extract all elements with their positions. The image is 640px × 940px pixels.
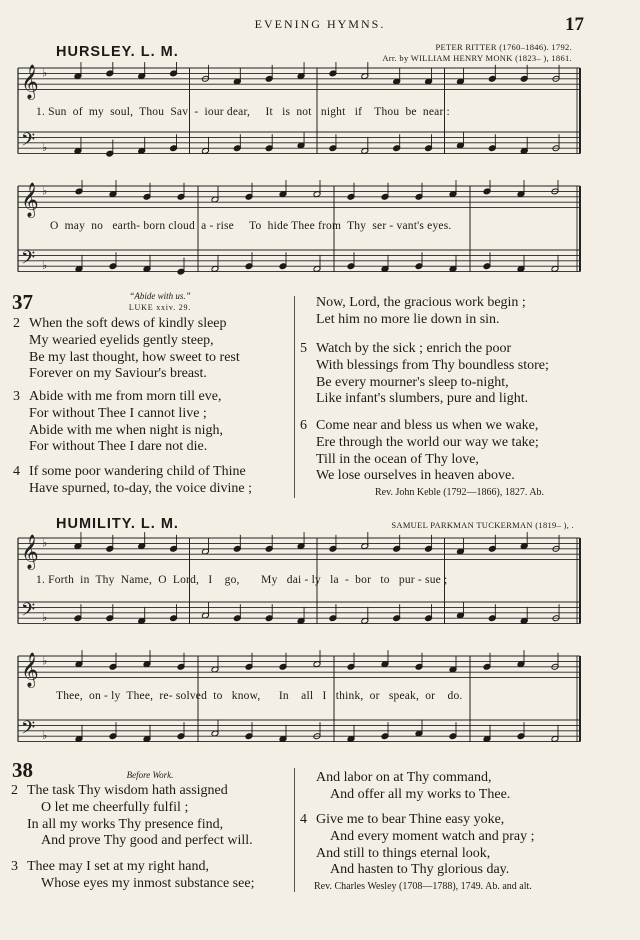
verse-line: Give me to bear Thine easy yoke, (316, 812, 505, 827)
verse-number: 3 (11, 859, 18, 874)
lyric-line: Thee, on - ly Thee, re- solved to know, In all I think, or speak, or do. (56, 690, 463, 702)
epigraph-text: “Abide with us.” (129, 291, 191, 301)
lyric-line: 1. Forth in Thy Name, O Lord, I go, My dai - ly la - bor to pur - sue ; (36, 574, 448, 586)
verse-number: 4 (300, 812, 307, 827)
verse-line: And labor on at Thy command, (316, 770, 492, 785)
bass-clef: 𝄢 (21, 130, 36, 156)
flat-sign: ♭ (42, 611, 48, 625)
staff-notation (14, 180, 582, 290)
verse-number: 3 (13, 389, 20, 404)
verse-line: And hasten to Thy glorious day. (330, 862, 510, 878)
verse-line: Come near and bless us when we wake, (316, 418, 539, 433)
scripture-reference: LUKE xxiv. 29. (128, 303, 192, 312)
flat-sign: ♭ (42, 141, 48, 155)
verse-4-continued (316, 295, 526, 329)
verse-3 (11, 859, 255, 893)
treble-clef: 𝄞 (21, 64, 39, 100)
verse-line: The task Thy wisdom hath assigned (27, 783, 228, 798)
tune-credit-hursley (382, 42, 572, 64)
treble-clef: 𝄞 (21, 534, 39, 570)
lyric-line: O may no earth- born cloud a - rise To hide Thee from Thy ser - vant's eyes. (50, 220, 452, 232)
verse-line: Have spurned, to-day, the voice divine ; (29, 480, 253, 496)
verse-3 (13, 389, 224, 456)
verse-line: Abide with me from morn till eve, (29, 389, 222, 404)
verse-line: Be every mourner's sleep to-night, (316, 374, 509, 390)
bass-clef: 𝄢 (21, 718, 36, 744)
music-system-humility-1 (14, 532, 582, 642)
composer-credit: PETER RITTER (1760–1846). 1792. (435, 42, 572, 52)
author-attribution: Rev. John Keble (1792—1866), 1827. Ab. (375, 487, 545, 498)
hymn-number: 37 (12, 290, 33, 314)
verse-line: Ere through the world our way we take; (316, 434, 539, 450)
flat-sign: ♭ (42, 259, 48, 273)
column-divider (294, 296, 295, 498)
flat-sign: ♭ (42, 729, 48, 743)
verse-line: Now, Lord, the gracious work begin ; (316, 295, 526, 310)
verse-line: For without Thee I cannot live ; (29, 405, 207, 421)
verse-line: Forever on my Saviour's breast. (29, 366, 207, 382)
verse-line: And offer all my works to Thee. (330, 786, 511, 802)
verse-number: 2 (13, 316, 20, 331)
verse-line: Watch by the sick ; enrich the poor (316, 341, 512, 356)
verse-number: 6 (300, 418, 307, 433)
verse-number: 5 (300, 341, 307, 356)
verse-number: 2 (11, 783, 18, 798)
arranger-credit: Arr. by WILLIAM HENRY MONK (1823– ), 1861. (382, 53, 572, 63)
tune-title-hursley: HURSLEY. L. M. (56, 44, 179, 60)
flat-sign: ♭ (42, 66, 48, 80)
verse-line: If some poor wandering child of Thine (29, 464, 246, 479)
epigraph (100, 770, 200, 781)
author-attribution: Rev. Charles Wesley (1708—1788), 1749. Ab. and alt. (314, 881, 532, 892)
verse-line: For without Thee I dare not die. (29, 439, 208, 455)
tune-title-humility: HUMILITY. L. M. (56, 516, 179, 532)
verse-line: We lose ourselves in heaven above. (316, 468, 515, 484)
verse-line: Be my last thought, how sweet to rest (29, 349, 240, 365)
staff-notation (14, 532, 582, 642)
music-system-hursley-2 (14, 180, 582, 290)
flat-sign: ♭ (42, 536, 48, 550)
verse-line: Let him no more lie down in sin. (316, 311, 500, 327)
music-system-humility-2 (14, 650, 582, 760)
treble-clef: 𝄞 (21, 652, 39, 688)
epigraph (90, 291, 230, 313)
verse-line: Thee may I set at my right hand, (27, 859, 209, 874)
verse-line: With blessings from Thy boundless store; (316, 357, 549, 373)
verse-line: And every moment watch and pray ; (330, 828, 535, 844)
flat-sign: ♭ (42, 184, 48, 198)
lyric-line: 1. Sun of my soul, Thou Sav - iour dear, It is not night if Thou be near : (36, 106, 450, 118)
verse-4 (300, 812, 535, 879)
verse-line: Abide with me when night is nigh, (29, 422, 224, 438)
verse-line: My wearied eyelids gently steep, (29, 332, 214, 348)
verse-line: Whose eyes my inmost substance see; (41, 875, 255, 891)
page-number: 17 (565, 14, 584, 35)
music-system-hursley-1 (14, 62, 582, 172)
composer-credit: SAMUEL PARKMAN TUCKERMAN (1819– ), . (391, 520, 574, 530)
verse-5 (300, 341, 549, 408)
verse-line: When the soft dews of kindly sleep (29, 316, 227, 331)
bass-clef: 𝄢 (21, 600, 36, 626)
verse-line: And prove Thy good and perfect will. (41, 833, 253, 849)
verse-line: Like infant's slumbers, pure and light. (316, 391, 529, 407)
verse-2 (11, 783, 253, 850)
verse-3-continued (316, 770, 510, 804)
verse-line: And still to things eternal look, (316, 845, 491, 861)
running-title: EVENING HYMNS. (254, 17, 386, 31)
hymn-number: 38 (12, 758, 33, 782)
column-divider (294, 768, 295, 892)
staff-notation (14, 650, 582, 760)
verse-line: In all my works Thy presence find, (27, 816, 224, 832)
verse-line: O let me cheerfully fulfil ; (41, 799, 189, 815)
verse-number: 4 (13, 464, 20, 479)
treble-clef: 𝄞 (21, 182, 39, 218)
flat-sign: ♭ (42, 654, 48, 668)
tune-credit-humility (391, 520, 574, 531)
verse-line: Till in the ocean of Thy love, (316, 451, 479, 467)
epigraph-text: Before Work. (126, 770, 174, 780)
verse-2 (13, 316, 240, 383)
page-header (0, 14, 640, 34)
verse-6 (300, 418, 539, 485)
bass-clef: 𝄢 (21, 248, 36, 274)
verse-4 (13, 464, 253, 498)
